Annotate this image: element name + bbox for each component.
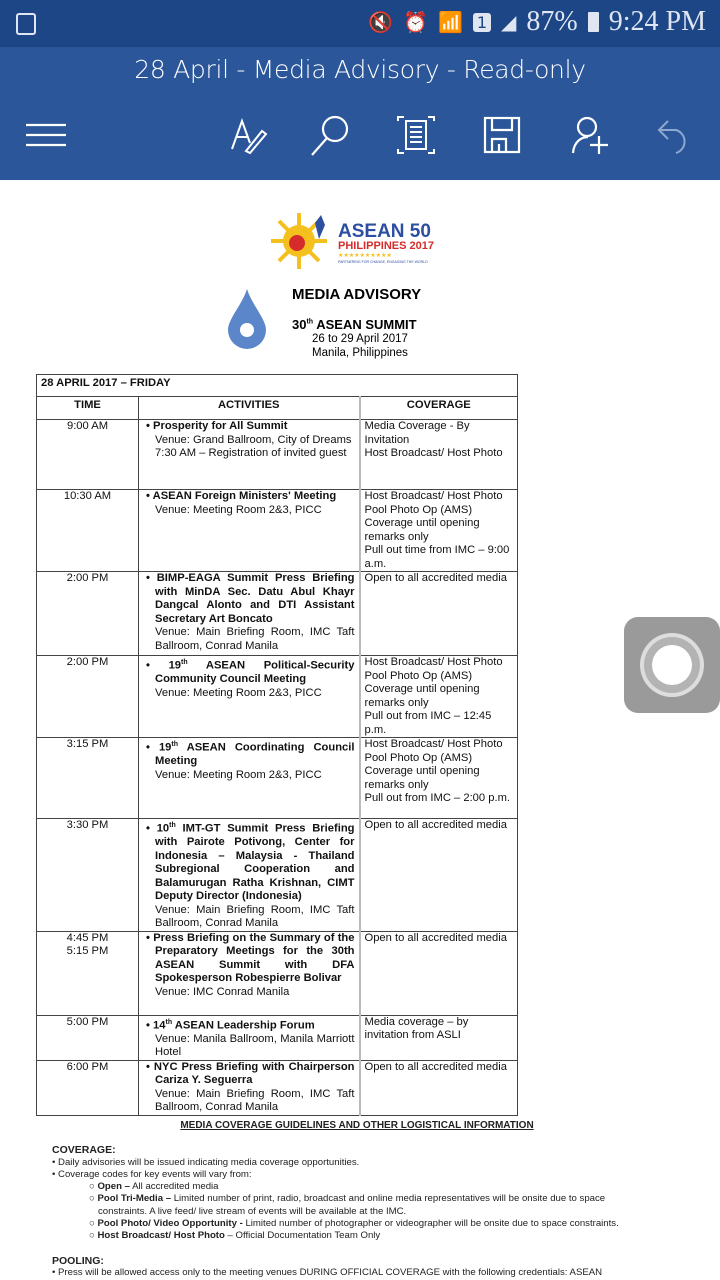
app-bar: [0, 47, 720, 180]
guidelines-title: MEDIA COVERAGE GUIDELINES AND OTHER LOGISTICAL INFORMATION: [180, 1120, 534, 1131]
coverage-line: Pull out time from IMC – 9:00 a.m.: [364, 544, 510, 570]
coverage-cell: [360, 420, 518, 490]
guidelines-section: [52, 1120, 692, 1279]
coverage-code-cont: constraints. A live feed/ live stream of events will be available at the IMC.: [98, 1205, 407, 1217]
coverage-cell: [360, 1060, 518, 1115]
activity-cell: [139, 656, 360, 738]
time-cell: 2:00 PM: [37, 572, 139, 656]
save-icon[interactable]: [480, 113, 524, 157]
activity-title: • 19th ASEAN Political-Security Community Council Meeting: [146, 659, 355, 686]
activity-detail: Venue: Main Briefing Room, IMC Taft Ballroom, Conrad Manila: [155, 903, 355, 930]
asean50-logo: [271, 213, 451, 273]
sun-logo-icon: [271, 213, 327, 269]
media-advisory-heading: MEDIA ADVISORY: [292, 286, 422, 303]
activity-title: • NYC Press Briefing with Chairperson Cariza Y. Seguerra: [146, 1060, 355, 1087]
activity-title: • Press Briefing on the Summary of the Preparatory Meetings for the 30th ASEAN Summit with DFA Spokesperson Robespierre Bolivar: [146, 931, 355, 985]
activity-cell: [139, 931, 360, 1015]
battery-percent: 87%: [526, 6, 578, 37]
coverage-line: Coverage until opening remarks only: [364, 683, 480, 709]
activity-detail: Venue: Main Briefing Room, IMC Taft Ballroom, Conrad Manila: [155, 1087, 355, 1114]
coverage-line: Media coverage – by invitation from ASLI: [364, 1015, 469, 1042]
activity-title: • 10th IMT-GT Summit Press Briefing with Pairote Potivong, Center for Indonesia – Malaysia - Thailand Subregional Cooperation and Balamurugan Ratha Krishnan, CIMT Deputy Director (Indonesia): [146, 822, 355, 903]
coverage-line: Open to all accredited media: [364, 572, 507, 584]
coverage-heading: COVERAGE:: [52, 1144, 116, 1157]
coverage-line: Host Broadcast/ Host Photo: [364, 656, 503, 668]
alarm-icon: ⏰: [403, 10, 428, 34]
document-title: 28 April - Media Advisory - Read-only: [134, 55, 586, 84]
column-header-time: TIME: [37, 397, 139, 420]
coverage-line: Open to all accredited media: [364, 819, 507, 831]
table-row: [37, 931, 518, 1015]
coverage-cell: [360, 931, 518, 1015]
coverage-line: Pool Photo Op (AMS): [364, 751, 473, 764]
time-cell: 2:00 PM: [37, 656, 139, 738]
menu-icon[interactable]: [24, 113, 68, 157]
coverage-line: Pool Photo Op (AMS): [364, 669, 473, 682]
activity-detail: Venue: Meeting Room 2&3, PICC: [155, 503, 322, 516]
activity-cell: [139, 572, 360, 656]
coverage-line: Coverage until opening remarks only: [364, 765, 480, 791]
activity-cell: [139, 1060, 360, 1115]
wifi-icon: 📶: [437, 10, 463, 34]
activity-cell: [139, 819, 360, 932]
coverage-code: ○ Pool Photo/ Video Opportunity - Limited number of photographer or videographer will be onsite due to space constraints.: [89, 1218, 619, 1230]
activity-title: • Prosperity for All Summit: [146, 420, 288, 432]
activity-detail: Venue: IMC Conrad Manila: [155, 985, 290, 998]
time-cell: 5:00 PM: [37, 1015, 139, 1060]
clock: 9:24 PM: [608, 6, 706, 37]
column-header-activities: ACTIVITIES: [139, 397, 360, 420]
mute-vibrate-icon: 🔇: [368, 10, 394, 34]
coverage-line: Media Coverage - By Invitation: [364, 420, 470, 446]
reading-view-icon[interactable]: [394, 113, 438, 157]
activity-title: • ASEAN Foreign Ministers' Meeting: [146, 490, 337, 502]
gallery-notification-icon: [16, 13, 36, 35]
coverage-line: Pull out from IMC – 2:00 p.m.: [364, 792, 510, 804]
activity-detail: Venue: Main Briefing Room, IMC Taft Ballroom, Conrad Manila: [155, 626, 355, 652]
table-row: [37, 1060, 518, 1115]
coverage-code: ○ Open – All accredited media: [89, 1181, 219, 1193]
time-cell: 3:15 PM: [37, 738, 139, 819]
share-person-icon[interactable]: [568, 113, 612, 157]
logo-line2: PHILIPPINES 2017: [338, 240, 434, 252]
coverage-line: Open to all accredited media: [364, 1060, 507, 1073]
status-bar: [0, 0, 720, 47]
time-cell: 10:30 AM: [37, 490, 139, 572]
date-header: 28 APRIL 2017 – FRIDAY: [37, 375, 518, 397]
coverage-cell: [360, 656, 518, 738]
event-dates: 26 to 29 April 2017: [312, 333, 408, 345]
coverage-cell: [360, 738, 518, 819]
schedule-table: [36, 374, 518, 1116]
activity-detail: Venue: Grand Ballroom, City of Dreams: [155, 433, 352, 446]
coverage-code: ○ Host Broadcast/ Host Photo – Official Documentation Team Only: [89, 1230, 381, 1242]
table-row: [37, 572, 518, 656]
table-row: [37, 1015, 518, 1060]
event-info: [292, 332, 428, 360]
activity-detail: 7:30 AM – Registration of invited guest: [155, 447, 347, 459]
logo-tagline: PARTNERING FOR CHANGE, ENGAGING THE WORLD: [338, 260, 428, 264]
svg-text:★★★★★★★★★★: ★★★★★★★★★★: [338, 253, 392, 259]
activity-title: • BIMP-EAGA Summit Press Briefing with MinDA Sec. Datu Abul Khayr Dangcal Alonto and DTI Assistant Secretary Art Boncato: [146, 572, 355, 625]
coverage-line: Open to all accredited media: [364, 931, 507, 944]
edit-text-icon[interactable]: [226, 113, 270, 157]
coverage-cell: [360, 819, 518, 932]
activity-cell: [139, 490, 360, 572]
event-title: 30th ASEAN SUMMIT: [292, 317, 417, 332]
guideline-bullet: • Coverage codes for key events will vary from:: [52, 1168, 252, 1180]
water-drop-icon: [228, 289, 266, 354]
activity-cell: [139, 738, 360, 819]
undo-icon[interactable]: [652, 113, 696, 157]
pooling-text: • Press will be allowed access only to the meeting venues DURING OFFICIAL COVERAGE with the following credentials: ASEAN: [52, 1266, 603, 1278]
activity-detail: Venue: Meeting Room 2&3, PICC: [155, 686, 322, 699]
table-row: [37, 819, 518, 932]
table-row: [37, 656, 518, 738]
pooling-heading: POOLING:: [52, 1254, 104, 1267]
coverage-cell: [360, 490, 518, 572]
coverage-line: Coverage until opening remarks only: [364, 517, 480, 543]
table-row: [37, 738, 518, 819]
coverage-code: ○ Pool Tri-Media – Limited number of print, radio, broadcast and online media representatives will be onsite due to space: [89, 1193, 606, 1205]
activity-title: • 19th ASEAN Coordinating Council Meeting: [146, 741, 355, 768]
coverage-cell: [360, 572, 518, 656]
time-cell: 6:00 PM: [37, 1060, 139, 1115]
time-cell: 3:30 PM: [37, 819, 139, 932]
search-icon[interactable]: [308, 113, 352, 157]
time-cell: 9:00 AM: [37, 420, 139, 490]
activity-cell: [139, 420, 360, 490]
coverage-line: Host Broadcast/ Host Photo: [364, 447, 503, 459]
signal-icon: ◢: [501, 10, 517, 34]
column-header-coverage: COVERAGE: [360, 397, 518, 420]
coverage-line: Pull out from IMC – 12:45 p.m.: [364, 710, 492, 736]
table-row: [37, 420, 518, 490]
sim-icon: 1: [473, 13, 491, 32]
activity-cell: [139, 1015, 360, 1060]
logo-line1: ASEAN 50: [338, 221, 431, 242]
coverage-line: Host Broadcast/ Host Photo: [364, 490, 503, 502]
activity-detail: Venue: Manila Ballroom, Manila Marriott Hotel: [155, 1032, 355, 1059]
table-row: [37, 490, 518, 572]
coverage-line: Host Broadcast/ Host Photo: [364, 738, 503, 750]
event-place: Manila, Philippines: [312, 347, 408, 359]
activity-detail: Venue: Meeting Room 2&3, PICC: [155, 768, 322, 781]
activity-title: • 14th ASEAN Leadership Forum: [146, 1018, 315, 1032]
coverage-line: Pool Photo Op (AMS): [364, 503, 473, 516]
assistive-touch-button[interactable]: [624, 617, 720, 713]
time-cell: 4:45 PM 5:15 PM: [37, 931, 139, 1015]
coverage-cell: [360, 1015, 518, 1060]
guideline-bullet: • Daily advisories will be issued indicating media coverage opportunities.: [52, 1156, 360, 1168]
battery-icon: [588, 12, 599, 32]
